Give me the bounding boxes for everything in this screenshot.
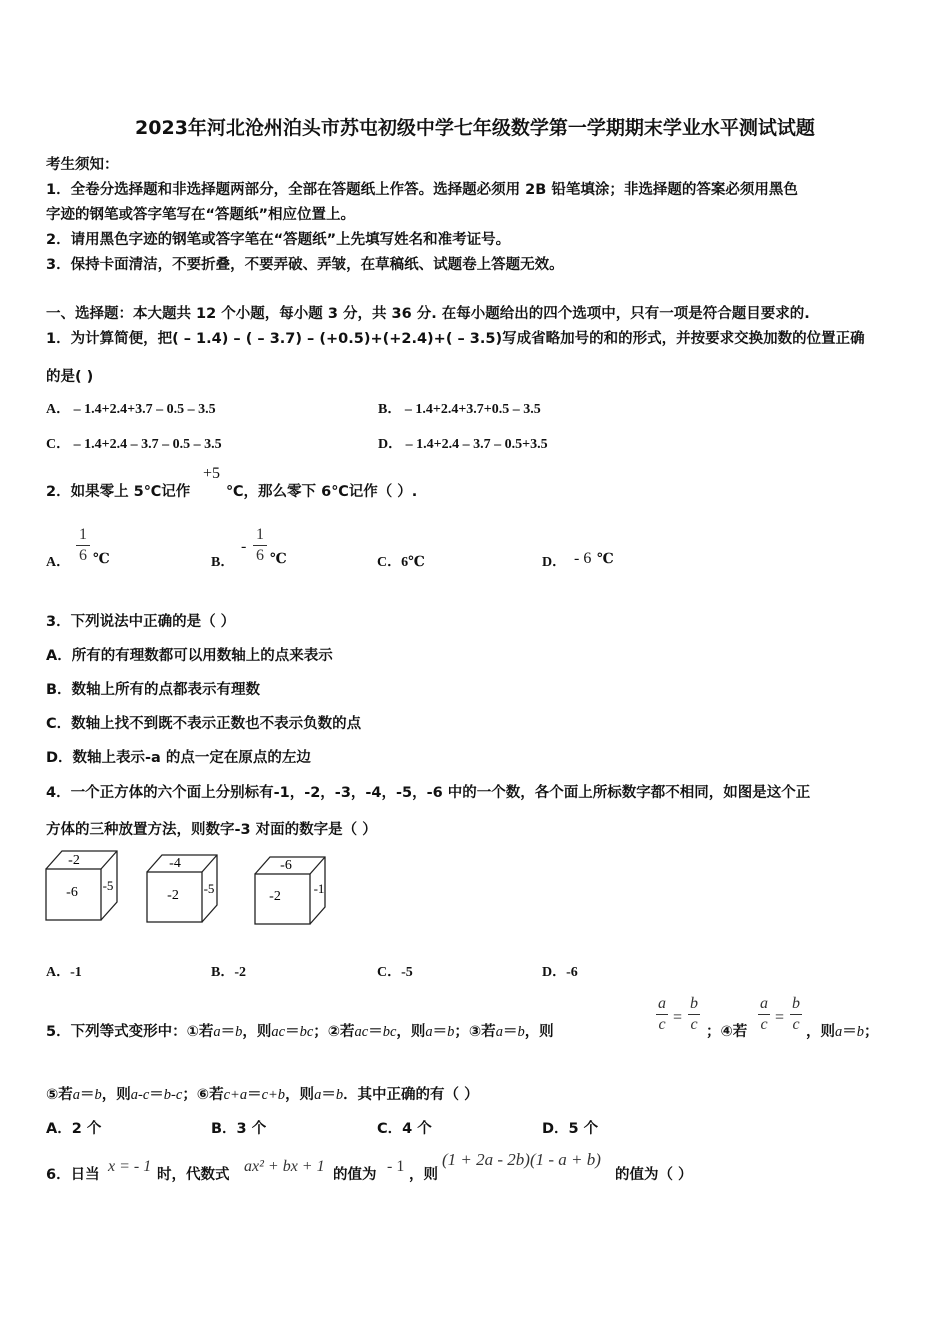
cube-2-side: -5 (203, 881, 215, 896)
q5-stem-line-1b: ；④若 (706, 1024, 748, 1040)
cube-2-front: -2 (167, 888, 179, 903)
q2-option-b-sign: - (241, 538, 247, 555)
q5-stem-line-1: 5．下列等式变形中：①若a＝b，则ac＝bc；②若ac＝bc，则a＝b；③若a＝b，则 (46, 1024, 554, 1040)
q2-option-b-fraction: 1 6 (253, 526, 267, 565)
cube-2-top: -4 (169, 856, 181, 871)
cube-3-side: -1 (313, 881, 325, 896)
notice-line-3: 3．保持卡面清洁，不要折叠，不要弄破、弄皱，在草稿纸、试题卷上答题无效。 (46, 257, 564, 273)
q5-stem-line-1c: ，则a＝b； (806, 1024, 879, 1040)
q2-option-c: C．6℃ (377, 555, 425, 570)
q6-post: 的值为（ ） (615, 1167, 693, 1183)
q6-mid-2: 的值为 (333, 1167, 377, 1183)
q3-option-a: A．所有的有理数都可以用数轴上的点来表示 (46, 648, 333, 664)
q5-option-a: A．2 个 (46, 1121, 102, 1137)
q1-option-d: D． – 1.4+2.4 – 3.7 – 0.5+3.5 (378, 437, 548, 452)
q4-stem-a: 4．一个正方体的六个面上分别标有-1，-2，-3，-4，-5，-6 中的一个数，各个面上所标数字都不相同，如图是这个正 (46, 785, 811, 801)
q2-option-d-label: D． (542, 555, 567, 570)
q1-stem-b: 的是( ) (46, 369, 94, 385)
q4-option-a: A．-1 (46, 965, 82, 980)
q2-option-a-fraction: 1 6 (76, 526, 90, 565)
q6-pre: 6．日当 (46, 1167, 100, 1183)
cube-1-side: -5 (102, 878, 114, 893)
q5-option-d: D．5 个 (542, 1121, 599, 1137)
section-heading: 一、选择题：本大题共 12 个小题，每小题 3 分，共 36 分. 在每小题给出的四个选项中，只有一项是符合题目要求的. (46, 306, 810, 322)
page-title: 2023年河北沧州泊头市苏屯初级中学七年级数学第一学期期末学业水平测试试题 (135, 117, 815, 139)
q6-mid-1: 时，代数式 (157, 1167, 230, 1183)
q1-stem-a: 1．为计算简便，把( – 1.4) – ( – 3.7) – (+0.5)+(+2.4)+( – 3.5)写成省略加号的和的形式，并按要求交换加数的位置正确 (46, 331, 865, 347)
q5-stem-line-2: ⑤若a＝b，则a-c＝b-c；⑥若c+a＝c+b，则a＝b．其中正确的有（ ） (46, 1087, 479, 1103)
q1-option-b: B． – 1.4+2.4+3.7+0.5 – 3.5 (378, 402, 541, 417)
q5-eq-1: = (673, 1009, 683, 1026)
q4-option-d: D．-6 (542, 965, 578, 980)
q4-option-b: B．-2 (211, 965, 246, 980)
cube-1-front: -6 (66, 885, 78, 900)
cube-3-front: -2 (269, 889, 281, 904)
q2-option-d-unit: ℃ (597, 552, 614, 567)
q6-expression: ax² + bx + 1 (244, 1158, 325, 1175)
q3-option-b: B．数轴上所有的点都表示有理数 (46, 682, 261, 698)
q5-frac-4: b c (792, 995, 800, 1033)
cube-2 (147, 855, 217, 922)
q2-option-b-unit: ℃ (270, 552, 287, 567)
q2-superscript: +5 (203, 465, 221, 482)
q6-value: - 1 (387, 1158, 405, 1175)
q2-option-a-unit: ℃ (93, 552, 110, 567)
q5-frac-3: a c (760, 995, 768, 1033)
q4-stem-b: 方体的三种放置方法，则数字-3 对面的数字是（ ） (46, 822, 377, 838)
q4-option-c: C．-5 (377, 965, 413, 980)
q1-option-c: C． – 1.4+2.4 – 3.7 – 0.5 – 3.5 (46, 437, 222, 452)
q3-stem: 3．下列说法中正确的是（ ） (46, 614, 236, 630)
q2-option-d-value: - 6 (574, 550, 592, 567)
cube-1-top: -2 (68, 853, 80, 868)
q3-option-c: C．数轴上找不到既不表示正数也不表示负数的点 (46, 716, 362, 732)
q2-option-b-label: B． (211, 555, 235, 570)
q5-option-c: C．4 个 (377, 1121, 432, 1137)
notice-line-1a: 1．全卷分选择题和非选择题两部分，全部在答题纸上作答。选择题必须用 2B 铅笔填涂；非选择题的答案必须用黑色 (46, 182, 798, 198)
notice-line-1b: 字迹的钢笔或答字笔写在“答题纸”相应位置上。 (46, 207, 356, 223)
q6-expression-2: (1 + 2a - 2b)(1 - a + b) (442, 1150, 601, 1169)
q5-frac-1: a c (658, 995, 666, 1033)
q2-stem-b: ℃，那么零下 6℃记作（ ）. (226, 484, 418, 500)
q6-mid-3: ，则 (409, 1167, 438, 1183)
q2-option-a-label: A． (46, 555, 71, 570)
q5-eq-2: = (775, 1009, 785, 1026)
cube-1 (46, 851, 117, 920)
cube-3-top: -6 (280, 858, 292, 873)
q3-option-d: D．数轴上表示-a 的点一定在原点的左边 (46, 750, 311, 766)
notice-heading: 考生须知： (46, 157, 119, 173)
cube-figures (40, 845, 340, 930)
q5-frac-2: b c (690, 995, 698, 1033)
q5-option-b: B．3 个 (211, 1121, 267, 1137)
cube-3 (255, 857, 325, 924)
q1-option-a: A． – 1.4+2.4+3.7 – 0.5 – 3.5 (46, 402, 216, 417)
notice-line-2: 2．请用黑色字迹的钢笔或答字笔在“答题纸”上先填写姓名和准考证号。 (46, 232, 511, 248)
q6-x-value: x = - 1 (108, 1158, 152, 1175)
q2-stem-a: 2．如果零上 5℃记作 (46, 484, 191, 500)
